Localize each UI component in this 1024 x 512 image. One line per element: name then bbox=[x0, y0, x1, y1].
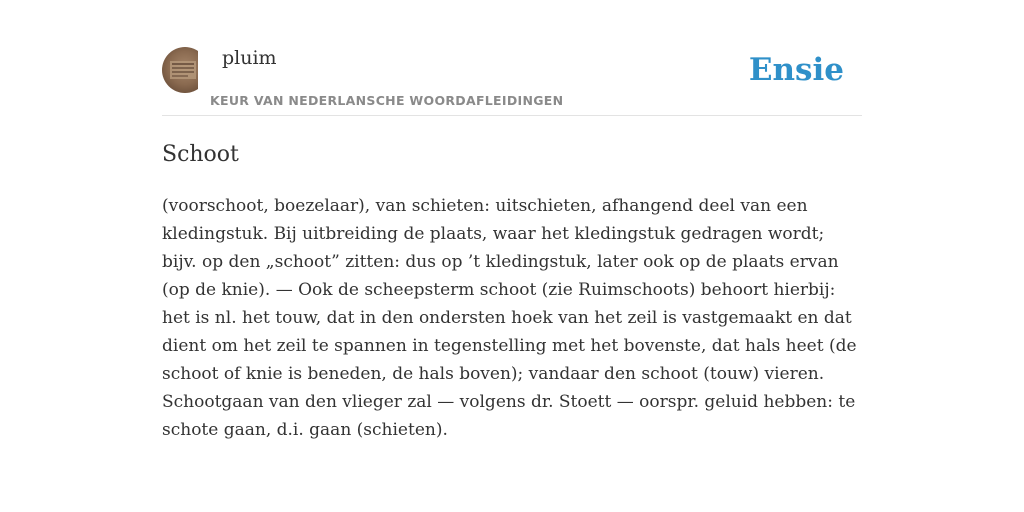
header bbox=[162, 44, 862, 116]
avatar-image bbox=[162, 47, 208, 93]
ensie-logo[interactable]: Ensie bbox=[748, 52, 844, 88]
entry-definition: (voorschoot, boezelaar), van schieten: uitschieten, afhangend deel van een kledingstuk. Bij uitbreiding de plaats, waar het kledingstuk gedragen wordt; bijv. op den „schoot” zitten: dus op ’t kledingstuk, later ook op de plaats ervan (op de knie). — Ook de scheepsterm schoot (zie Ruimschoots) behoort hierbij: het is nl. het touw, dat in den ondersten hoek van het zeil is vastgemaakt en dat dient om het zeil te spannen in tegenstelling met het bovenste, dat hals heet (de schoot of knie is beneden, de hals boven); vandaar den schoot (touw) vieren. Schootgaan van den vlieger zal — volgens dr. Stoett — oorspr. geluid hebben: te schote gaan, d.i. gaan (schieten). bbox=[162, 196, 857, 440]
avatar[interactable] bbox=[162, 47, 208, 93]
author-username-link[interactable]: pluim bbox=[222, 47, 277, 69]
entry-title: Schoot bbox=[162, 142, 239, 167]
source-dictionary-link[interactable]: KEUR VAN NEDERLANSCHE WOORDAFLEIDINGEN bbox=[210, 93, 564, 108]
header-divider bbox=[162, 115, 862, 116]
